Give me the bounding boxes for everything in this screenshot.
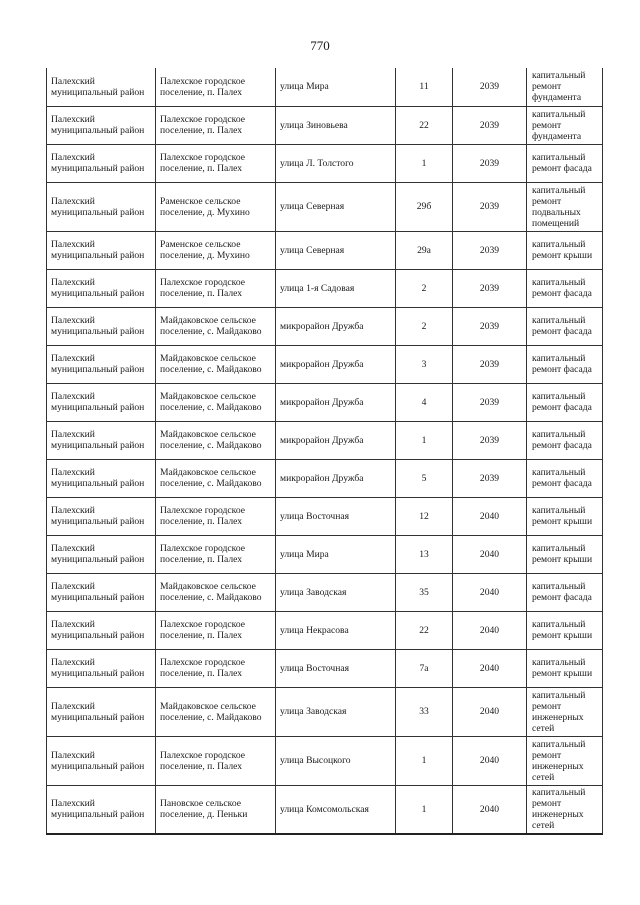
district-cell: Палехский муниципальный район <box>47 345 156 383</box>
work-type-cell: капитальный ремонт крыши <box>527 231 603 269</box>
street-cell: микрорайон Дружба <box>276 421 396 459</box>
district-cell: Палехский муниципальный район <box>47 649 156 687</box>
work-type-cell: капитальный ремонт фасада <box>527 383 603 421</box>
settlement-cell: Раменское сельское поселение, д. Мухино <box>156 231 276 269</box>
street-cell: улица Л. Толстого <box>276 144 396 182</box>
house-number-cell: 29б <box>396 182 453 231</box>
year-cell: 2039 <box>453 345 527 383</box>
work-type-cell: капитальный ремонт фундамента <box>527 68 603 106</box>
year-cell: 2039 <box>453 68 527 106</box>
street-cell: микрорайон Дружба <box>276 459 396 497</box>
work-type-cell: капитальный ремонт крыши <box>527 497 603 535</box>
district-cell: Палехский муниципальный район <box>47 106 156 144</box>
work-type-cell: капитальный ремонт крыши <box>527 649 603 687</box>
work-type-cell: капитальный ремонт фасада <box>527 269 603 307</box>
house-number-cell: 7а <box>396 649 453 687</box>
street-cell: улица Высоцкого <box>276 736 396 785</box>
street-cell: улица Зиновьева <box>276 106 396 144</box>
table-row <box>47 535 603 573</box>
district-cell: Палехский муниципальный район <box>47 736 156 785</box>
year-cell: 2040 <box>453 573 527 611</box>
house-number-cell: 11 <box>396 68 453 106</box>
house-number-cell: 33 <box>396 687 453 736</box>
work-type-cell: капитальный ремонт фасада <box>527 421 603 459</box>
house-number-cell: 13 <box>396 535 453 573</box>
settlement-cell: Майдаковское сельское поселение, с. Майдаково <box>156 307 276 345</box>
table-row <box>47 785 603 834</box>
year-cell: 2040 <box>453 785 527 834</box>
street-cell: улица 1-я Садовая <box>276 269 396 307</box>
house-number-cell: 1 <box>396 421 453 459</box>
district-cell: Палехский муниципальный район <box>47 383 156 421</box>
table-row <box>47 307 603 345</box>
district-cell: Палехский муниципальный район <box>47 421 156 459</box>
street-cell: микрорайон Дружба <box>276 307 396 345</box>
settlement-cell: Майдаковское сельское поселение, с. Майдаково <box>156 573 276 611</box>
table-row <box>47 68 603 106</box>
settlement-cell: Раменское сельское поселение, д. Мухино <box>156 182 276 231</box>
district-cell: Палехский муниципальный район <box>47 687 156 736</box>
year-cell: 2039 <box>453 182 527 231</box>
settlement-cell: Палехское городское поселение, п. Палех <box>156 144 276 182</box>
settlement-cell: Палехское городское поселение, п. Палех <box>156 497 276 535</box>
work-type-cell: капитальный ремонт крыши <box>527 611 603 649</box>
district-cell: Палехский муниципальный район <box>47 269 156 307</box>
settlement-cell: Палехское городское поселение, п. Палех <box>156 535 276 573</box>
year-cell: 2039 <box>453 459 527 497</box>
street-cell: микрорайон Дружба <box>276 383 396 421</box>
settlement-cell: Майдаковское сельское поселение, с. Майдаково <box>156 421 276 459</box>
settlement-cell: Палехское городское поселение, п. Палех <box>156 106 276 144</box>
house-number-cell: 2 <box>396 307 453 345</box>
settlement-cell: Майдаковское сельское поселение, с. Майдаково <box>156 383 276 421</box>
work-type-cell: капитальный ремонт инженерных сетей <box>527 736 603 785</box>
table-row <box>47 144 603 182</box>
capital-repair-table <box>46 68 603 835</box>
settlement-cell: Палехское городское поселение, п. Палех <box>156 649 276 687</box>
district-cell: Палехский муниципальный район <box>47 535 156 573</box>
settlement-cell: Майдаковское сельское поселение, с. Майдаково <box>156 459 276 497</box>
table-body <box>47 68 603 834</box>
year-cell: 2040 <box>453 649 527 687</box>
work-type-cell: капитальный ремонт фасада <box>527 307 603 345</box>
table-row <box>47 269 603 307</box>
table-row <box>47 231 603 269</box>
district-cell: Палехский муниципальный район <box>47 182 156 231</box>
district-cell: Палехский муниципальный район <box>47 231 156 269</box>
settlement-cell: Майдаковское сельское поселение, с. Майдаково <box>156 345 276 383</box>
street-cell: улица Северная <box>276 182 396 231</box>
settlement-cell: Палехское городское поселение, п. Палех <box>156 736 276 785</box>
table-row <box>47 611 603 649</box>
work-type-cell: капитальный ремонт фасада <box>527 573 603 611</box>
district-cell: Палехский муниципальный район <box>47 497 156 535</box>
table-row <box>47 421 603 459</box>
table-row <box>47 497 603 535</box>
street-cell: улица Мира <box>276 535 396 573</box>
table-row <box>47 736 603 785</box>
house-number-cell: 2 <box>396 269 453 307</box>
district-cell: Палехский муниципальный район <box>47 785 156 834</box>
year-cell: 2039 <box>453 106 527 144</box>
settlement-cell: Пановское сельское поселение, д. Пеньки <box>156 785 276 834</box>
house-number-cell: 4 <box>396 383 453 421</box>
house-number-cell: 1 <box>396 785 453 834</box>
district-cell: Палехский муниципальный район <box>47 68 156 106</box>
street-cell: улица Северная <box>276 231 396 269</box>
street-cell: микрорайон Дружба <box>276 345 396 383</box>
work-type-cell: капитальный ремонт фасада <box>527 144 603 182</box>
house-number-cell: 22 <box>396 611 453 649</box>
district-cell: Палехский муниципальный район <box>47 573 156 611</box>
district-cell: Палехский муниципальный район <box>47 459 156 497</box>
year-cell: 2040 <box>453 535 527 573</box>
work-type-cell: капитальный ремонт инженерных сетей <box>527 785 603 834</box>
table-row <box>47 459 603 497</box>
table-row <box>47 106 603 144</box>
work-type-cell: капитальный ремонт фасада <box>527 459 603 497</box>
house-number-cell: 3 <box>396 345 453 383</box>
year-cell: 2040 <box>453 611 527 649</box>
street-cell: улица Комсомольская <box>276 785 396 834</box>
table-row <box>47 649 603 687</box>
table-row <box>47 687 603 736</box>
street-cell: улица Некрасова <box>276 611 396 649</box>
work-type-cell: капитальный ремонт фундамента <box>527 106 603 144</box>
year-cell: 2039 <box>453 383 527 421</box>
street-cell: улица Заводская <box>276 573 396 611</box>
street-cell: улица Мира <box>276 68 396 106</box>
street-cell: улица Восточная <box>276 649 396 687</box>
work-type-cell: капитальный ремонт инженерных сетей <box>527 687 603 736</box>
table-row <box>47 182 603 231</box>
settlement-cell: Майдаковское сельское поселение, с. Майдаково <box>156 687 276 736</box>
house-number-cell: 1 <box>396 144 453 182</box>
street-cell: улица Восточная <box>276 497 396 535</box>
year-cell: 2040 <box>453 497 527 535</box>
house-number-cell: 22 <box>396 106 453 144</box>
year-cell: 2039 <box>453 231 527 269</box>
house-number-cell: 12 <box>396 497 453 535</box>
page-number: 770 <box>310 38 330 53</box>
work-type-cell: капитальный ремонт крыши <box>527 535 603 573</box>
district-cell: Палехский муниципальный район <box>47 144 156 182</box>
district-cell: Палехский муниципальный район <box>47 307 156 345</box>
table-row <box>47 573 603 611</box>
year-cell: 2040 <box>453 687 527 736</box>
year-cell: 2039 <box>453 269 527 307</box>
house-number-cell: 35 <box>396 573 453 611</box>
street-cell: улица Заводская <box>276 687 396 736</box>
house-number-cell: 5 <box>396 459 453 497</box>
table-row <box>47 345 603 383</box>
year-cell: 2039 <box>453 421 527 459</box>
table-row <box>47 383 603 421</box>
work-type-cell: капитальный ремонт подвальных помещений <box>527 182 603 231</box>
year-cell: 2039 <box>453 144 527 182</box>
house-number-cell: 1 <box>396 736 453 785</box>
district-cell: Палехский муниципальный район <box>47 611 156 649</box>
work-type-cell: капитальный ремонт фасада <box>527 345 603 383</box>
house-number-cell: 29а <box>396 231 453 269</box>
settlement-cell: Палехское городское поселение, п. Палех <box>156 611 276 649</box>
settlement-cell: Палехское городское поселение, п. Палех <box>156 269 276 307</box>
settlement-cell: Палехское городское поселение, п. Палех <box>156 68 276 106</box>
year-cell: 2039 <box>453 307 527 345</box>
year-cell: 2040 <box>453 736 527 785</box>
